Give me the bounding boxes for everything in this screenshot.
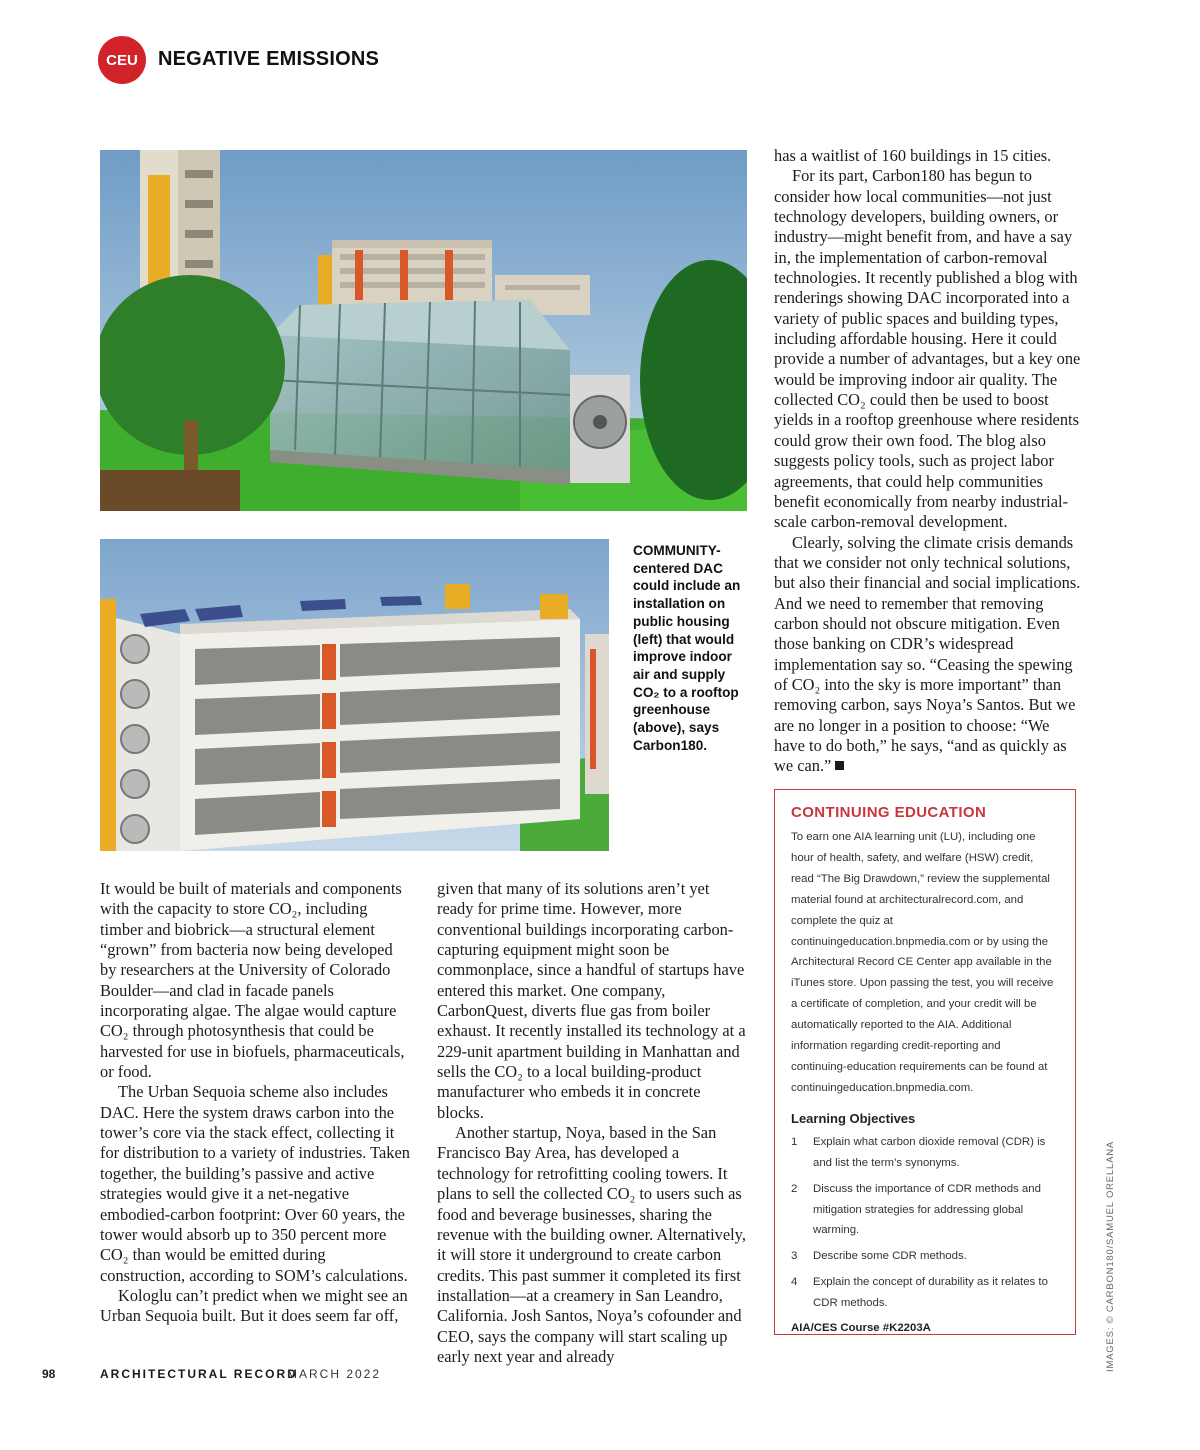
magazine-name: ARCHITECTURAL RECORD [100,1367,298,1381]
article-paragraph: Kologlu can’t predict when we might see an Urban Sequoia built. But it does seem far off, [100,1285,408,1326]
article-paragraph: The Urban Sequoia scheme also includes DAC. Here the system draws carbon into the tower’s core via the stack effect, collecting it for distribution to a variety of industries. Taken together, the building’s passive and active strategies would give it a net-negative embodied-carbon footprint: Over 60 years, the tower would absorb up to 350 percent more CO₂ than would be emitted during construction, according to SOM’s calculations. [100,1082,410,1285]
objective-item: 4 Explain the concept of durability as it relates to CDR methods. [791,1276,1048,1310]
end-mark [835,761,844,770]
objective-item: 3 Describe some CDR methods. [791,1250,967,1263]
article-paragraph: It would be built of materials and components with the capacity to store CO₂, including timber and biobrick—a structural element “grown” from bacteria now being developed by researchers at the University of Colorado Boulder—and clad in facade panels incorporating algae. The algae would capture CO₂ through photosynthesis that could be harvested for use in biofuels, pharmaceuticals, or food. [100,879,405,1082]
article-paragraph: given that many of its solutions aren’t yet ready for prime time. However, more conventional buildings incorporating carbon-capturing equipment might soon be commonplace, since a handful of startups have entered this market. One company, CarbonQuest, diverts flue gas from boiler exhaust. It recently installed its technology at a 229-unit apartment building in Manhattan and sells the CO₂ to a local building-product manufacturer who embeds it in concrete blocks. [437,879,746,1122]
article-column-right [774,146,1084,777]
section-title: NEGATIVE EMISSIONS [158,48,380,70]
caption-lead: COMMUNITY- [633,543,721,558]
continuing-education-box [774,789,1076,1335]
article-paragraph: Clearly, solving the climate crisis demands that we consider not only technical solutions, but also their financial and social implications. And we need to remember that removing carbon should not obscure mitigation. Even those banking on CDR’s widespread implementation say so. “Ceasing the spewing of CO₂ into the sky is more important” than removing carbon, says Noya’s Santos. But we are no longer in a position to choose: “We have to do both,” he says, “and as quickly as we can.” [774,532,1081,776]
objective-item: 1 Explain what carbon dioxide removal (CDR) is and list the term’s synonyms. [791,1135,1046,1169]
article-paragraph: Another startup, Noya, based in the San Francisco Bay Area, has developed a technology for retrofitting cooling towers. It plans to sell the collected CO₂ to users such as food and beverage businesses, sharing the revenue with the building owner. Alternatively, it will store it underground to create carbon credits. This past summer it completed its first installation—at a creamery in San Leandro, California. Josh Santos, Noya’s cofounder and CEO, says the company will start scaling up early next year and already [437,1123,746,1366]
public-housing-rendering [100,539,609,851]
issue-date: MARCH 2022 [287,1367,382,1381]
photo-credit: IMAGES: © CARBON180/SAMUEL ORELLANA [1105,1140,1116,1372]
learning-objectives-title: Learning Objectives [791,1110,916,1126]
ceu-badge: CEU [98,36,146,84]
ce-title: CONTINUING EDUCATION [791,804,987,821]
article-column-middle [437,879,749,1367]
greenhouse-rendering [100,150,747,511]
page-number: 98 [42,1367,56,1381]
learning-objectives-list [791,1132,1059,1314]
ce-body: To earn one AIA learning unit (LU), including one hour of health, safety, and welfare (HSW) credit, read “The Big Drawdown,” review the supplemental material found at architecturalrecord.com, and complete the quiz at continuingeducation.bnpmedia.com or by using the Architectural Record CE Center app available in the iTunes store. Upon passing the test, you will receive a certificate of completion, and your credit will be automatically reported to the AIA. Additional information regarding credit-reporting and continuing-education requirements can be found at continuingeducation.bnpmedia.com. [791,831,1054,1094]
image-caption [633,542,745,754]
course-number: AIA/CES Course #K2203A [791,1322,931,1335]
objective-item: 2 Discuss the importance of CDR methods and mitigation strategies for addressing global warming. [791,1182,1041,1237]
caption-text: centered DAC could include an installation on public housing (left) that would improve indoor air and supply CO₂ to a rooftop greenhouse (above), says Carbon180. [633,560,741,753]
article-column-left [100,879,412,1327]
article-paragraph: has a waitlist of 160 buildings in 15 cities. [774,146,1052,165]
article-paragraph: For its part, Carbon180 has begun to consider how local communities—not just technology developers, building owners, or industry—might benefit from, and have a say in, the implementation of carbon-removal technologies. It recently published a blog with renderings showing DAC incorporated into a variety of public spaces and building types, including affordable housing. Here it could provide a number of advantages, but a key one would be improving indoor air quality. The collected CO₂ could then be used to boost yields in a rooftop greenhouse where residents could grow their own food. The blog also suggests policy tools, such as project labor agreements, that could help communities benefit economically from nearby industrial-scale carbon-removal development. [774,166,1081,532]
